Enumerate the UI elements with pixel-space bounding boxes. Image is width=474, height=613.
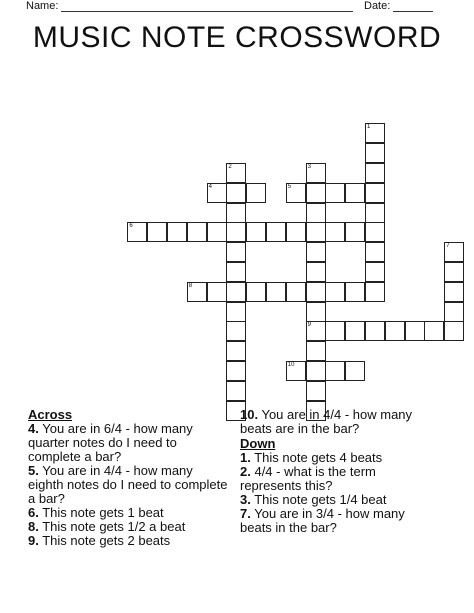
crossword-cell[interactable]: [444, 262, 464, 282]
crossword-cell[interactable]: [306, 203, 326, 223]
crossword-cell[interactable]: [306, 321, 326, 341]
clue-across-8: 8. This note gets 1/2 a beat: [28, 519, 186, 534]
crossword-cell[interactable]: [444, 282, 464, 302]
crossword-cell[interactable]: [405, 321, 425, 341]
crossword-cell[interactable]: [226, 321, 246, 341]
cell-number: 1: [367, 124, 371, 131]
crossword-cell[interactable]: [306, 341, 326, 361]
crossword-cell[interactable]: [424, 321, 444, 341]
crossword-cell[interactable]: [365, 203, 385, 223]
crossword-cell[interactable]: [207, 222, 227, 242]
crossword-cell[interactable]: [207, 183, 227, 203]
crossword-cell[interactable]: [226, 163, 246, 183]
crossword-cell[interactable]: [266, 222, 286, 242]
date-label: Date:: [364, 0, 391, 12]
crossword-cell[interactable]: [306, 302, 326, 322]
cell-number: 8: [188, 282, 193, 289]
clues-right-column: [240, 408, 440, 535]
crossword-cell[interactable]: [306, 163, 326, 183]
crossword-cell[interactable]: [365, 163, 385, 183]
crossword-cell[interactable]: [325, 361, 345, 381]
crossword-cell[interactable]: [127, 222, 147, 242]
crossword-cell[interactable]: [226, 262, 246, 282]
cell-number: 7: [446, 243, 450, 250]
clue-across-9: 9. This note gets 2 beats: [28, 533, 171, 548]
clue-down-2: 2. 4/4 - what is the term represents this?: [240, 464, 376, 493]
down-heading: Down: [240, 436, 276, 451]
crossword-cell[interactable]: [246, 222, 266, 242]
crossword-cell[interactable]: [345, 361, 365, 381]
name-label: Name:: [26, 0, 59, 12]
crossword-cell[interactable]: [266, 282, 286, 302]
crossword-cell[interactable]: [444, 321, 464, 341]
crossword-cell[interactable]: [306, 183, 326, 203]
crossword-cell[interactable]: [444, 302, 464, 322]
crossword-cell[interactable]: [286, 183, 306, 203]
across-heading: Across: [28, 407, 73, 422]
crossword-cell[interactable]: [286, 282, 306, 302]
cell-number: 6: [129, 223, 133, 230]
crossword-cell[interactable]: [306, 242, 326, 262]
cell-number: 3: [307, 164, 311, 170]
crossword-cell[interactable]: [345, 222, 365, 242]
crossword-cell[interactable]: [226, 302, 246, 322]
crossword-cell[interactable]: [365, 262, 385, 282]
crossword-cell[interactable]: [246, 183, 266, 203]
crossword-cell[interactable]: [187, 222, 207, 242]
crossword-cell[interactable]: [226, 341, 246, 361]
cell-number: 9: [307, 322, 311, 329]
crossword-cell[interactable]: [226, 222, 246, 242]
crossword-cell[interactable]: [286, 222, 306, 242]
crossword-cell[interactable]: [325, 321, 345, 341]
clue-across-4: 4. You are in 6/4 - how many quarter notes do I need to complete a bar?: [28, 421, 193, 464]
crossword-cell[interactable]: [187, 282, 207, 302]
cell-number: 10: [287, 362, 295, 368]
crossword-cell[interactable]: [306, 262, 326, 282]
crossword-cell[interactable]: [444, 242, 464, 262]
crossword-cell[interactable]: [226, 361, 246, 381]
crossword-cell[interactable]: [306, 361, 326, 381]
crossword-cell[interactable]: [345, 183, 365, 203]
clue-down-7: 7. You are in 3/4 - how many beats in the bar?: [240, 506, 405, 535]
clue-down-3: 3. This note gets 1/4 beat: [240, 492, 387, 507]
crossword-cell[interactable]: [365, 183, 385, 203]
clue-across-6: 6. This note gets 1 beat: [28, 505, 164, 520]
crossword-cell[interactable]: [207, 282, 227, 302]
clue-across-10: 10. You are in 4/4 - how many beats are in the bar?: [240, 407, 413, 436]
crossword-cell[interactable]: [365, 143, 385, 163]
crossword-cell[interactable]: [286, 361, 306, 381]
cell-number: 5: [287, 183, 292, 190]
crossword-cell[interactable]: [246, 282, 266, 302]
page-title: MUSIC NOTE CROSSWORD: [32, 21, 442, 54]
clue-across-5: 5. You are in 4/4 - how many eighth notes do I need to complete a bar?: [28, 463, 228, 506]
clue-down-1: 1. This note gets 4 beats: [240, 450, 383, 465]
clues-left-column: [28, 408, 228, 548]
crossword-cell[interactable]: [306, 222, 326, 242]
crossword-cell[interactable]: [345, 282, 365, 302]
crossword-cell[interactable]: [385, 321, 405, 341]
crossword-cell[interactable]: [365, 282, 385, 302]
crossword-cell[interactable]: [345, 321, 365, 341]
crossword-cell[interactable]: [226, 282, 246, 302]
crossword-cell[interactable]: [325, 222, 345, 242]
crossword-cell[interactable]: [226, 203, 246, 223]
crossword-cell[interactable]: [325, 282, 345, 302]
cell-number: 2: [228, 164, 232, 170]
crossword-cell[interactable]: [226, 242, 246, 262]
crossword-cell[interactable]: [306, 381, 326, 401]
crossword-cell[interactable]: [365, 123, 385, 143]
crossword-cell[interactable]: [365, 222, 385, 242]
crossword-cell[interactable]: [325, 183, 345, 203]
crossword-cell[interactable]: [226, 183, 246, 203]
crossword-cell[interactable]: [226, 381, 246, 401]
cell-number: 4: [208, 183, 212, 190]
crossword-cell[interactable]: [167, 222, 187, 242]
crossword-cell[interactable]: [365, 321, 385, 341]
crossword-cell[interactable]: [147, 222, 167, 242]
crossword-cell[interactable]: [306, 282, 326, 302]
crossword-cell[interactable]: [365, 242, 385, 262]
